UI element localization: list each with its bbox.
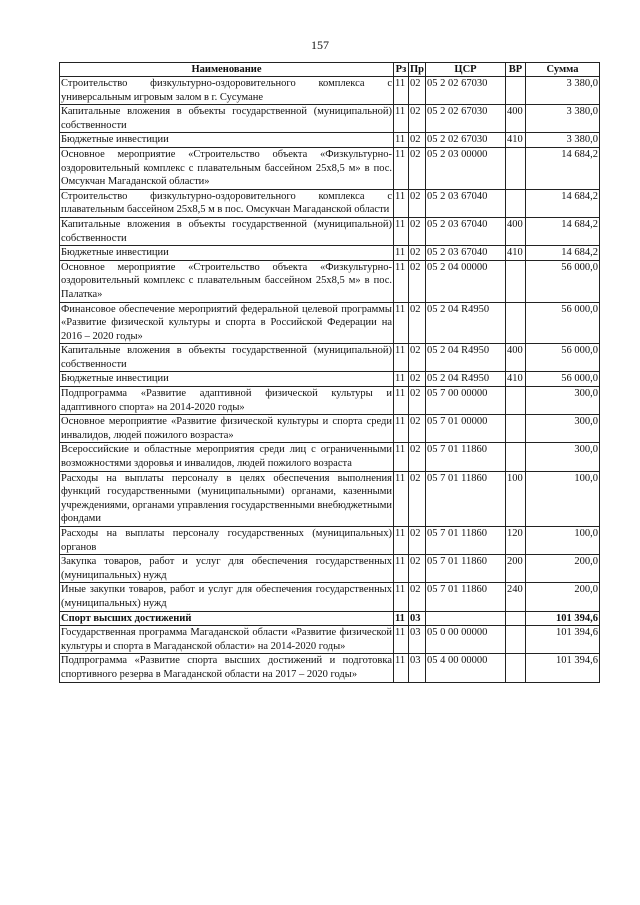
row-pr: 02 — [409, 471, 426, 526]
budget-table — [59, 62, 600, 683]
row-name: Капитальные вложения в объекты государственной (муниципальной) собственности — [60, 217, 394, 245]
row-sum: 101 394,6 — [526, 654, 600, 682]
row-sum: 3 380,0 — [526, 133, 600, 148]
row-sum: 3 380,0 — [526, 105, 600, 133]
row-rz: 11 — [394, 583, 409, 611]
table-header-row — [60, 63, 600, 77]
row-vr: 410 — [506, 246, 526, 261]
row-vr — [506, 189, 526, 217]
row-sum: 100,0 — [526, 527, 600, 555]
row-pr: 02 — [409, 189, 426, 217]
table-row — [60, 626, 600, 654]
header-pr: Пр — [410, 64, 425, 75]
row-pr: 03 — [409, 654, 426, 682]
table-row — [60, 415, 600, 443]
row-name: Всероссийские и областные мероприятия среди лиц с ограниченными возможностями здоровья и инвалидов, людей пожилого возраста — [60, 443, 394, 471]
row-sum: 56 000,0 — [526, 260, 600, 302]
row-rz: 11 — [394, 147, 409, 189]
row-csr: 05 2 04 00000 — [426, 260, 506, 302]
table-row — [60, 189, 600, 217]
row-pr: 02 — [409, 443, 426, 471]
row-name: Основное мероприятие «Развитие физической культуры и спорта среди инвалидов, людей пожилого возраста» — [60, 415, 394, 443]
row-name: Капитальные вложения в объекты государственной (муниципальной) собственности — [60, 105, 394, 133]
row-pr: 02 — [409, 105, 426, 133]
row-csr: 05 7 01 11860 — [426, 555, 506, 583]
row-rz: 11 — [394, 133, 409, 148]
row-rz: 11 — [394, 527, 409, 555]
row-vr — [506, 77, 526, 105]
table-row — [60, 443, 600, 471]
table-row — [60, 344, 600, 372]
row-rz: 11 — [394, 105, 409, 133]
header-name: Наименование — [60, 63, 394, 77]
table-row — [60, 583, 600, 611]
row-vr: 410 — [506, 372, 526, 387]
row-pr: 02 — [409, 387, 426, 415]
table-row — [60, 372, 600, 387]
row-sum: 300,0 — [526, 387, 600, 415]
row-name: Строительство физкультурно-оздоровительного комплекса с плавательным бассейном 25х8,5 м в пос. Омсукчан Магаданской области — [60, 189, 394, 217]
row-rz: 11 — [394, 372, 409, 387]
table-row — [60, 654, 600, 682]
row-csr: 05 2 03 67040 — [426, 189, 506, 217]
table-row — [60, 77, 600, 105]
row-csr: 05 2 03 67040 — [426, 217, 506, 245]
row-csr: 05 2 03 00000 — [426, 147, 506, 189]
row-vr — [506, 654, 526, 682]
row-name: Строительство физкультурно-оздоровительного комплекса с универсальным игровым залом в г. Сусумане — [60, 77, 394, 105]
row-name: Подпрограмма «Развитие спорта высших достижений и подготовка спортивного резерва в Магаданской области на 2017 – 2020 годы» — [60, 654, 394, 682]
row-sum: 200,0 — [526, 555, 600, 583]
row-vr: 200 — [506, 555, 526, 583]
header-csr: ЦСР — [426, 63, 506, 77]
table-row — [60, 217, 600, 245]
row-vr — [506, 260, 526, 302]
row-vr — [506, 147, 526, 189]
row-sum: 56 000,0 — [526, 344, 600, 372]
row-rz: 11 — [394, 217, 409, 245]
row-csr: 05 7 01 11860 — [426, 527, 506, 555]
row-sum: 101 394,6 — [526, 626, 600, 654]
row-pr: 02 — [409, 527, 426, 555]
row-csr: 05 4 00 00000 — [426, 654, 506, 682]
row-name: Бюджетные инвестиции — [60, 372, 394, 387]
row-pr: 02 — [409, 133, 426, 148]
row-csr: 05 7 00 00000 — [426, 387, 506, 415]
row-name: Расходы на выплаты персоналу государственных (муниципальных) органов — [60, 527, 394, 555]
row-sum: 300,0 — [526, 415, 600, 443]
table-row — [60, 471, 600, 526]
row-vr — [506, 611, 526, 626]
row-pr: 02 — [409, 372, 426, 387]
row-name: Закупка товаров, работ и услуг для обеспечения государственных (муниципальных) нужд — [60, 555, 394, 583]
row-csr: 05 2 04 R4950 — [426, 344, 506, 372]
row-pr: 02 — [409, 555, 426, 583]
row-rz: 11 — [394, 387, 409, 415]
header-sum: Сумма — [526, 63, 600, 77]
row-name: Бюджетные инвестиции — [60, 133, 394, 148]
row-sum: 100,0 — [526, 471, 600, 526]
row-vr: 400 — [506, 344, 526, 372]
row-rz: 11 — [394, 246, 409, 261]
row-name: Финансовое обеспечение мероприятий федеральной целевой программы «Развитие физической культуры и спорта в Российской Федерации на 2016 – 2020 годы» — [60, 302, 394, 344]
row-csr: 05 2 04 R4950 — [426, 372, 506, 387]
row-csr: 05 0 00 00000 — [426, 626, 506, 654]
row-vr: 410 — [506, 133, 526, 148]
row-vr: 240 — [506, 583, 526, 611]
row-rz: 11 — [394, 626, 409, 654]
row-rz: 11 — [394, 415, 409, 443]
header-rz: Рз — [394, 63, 409, 77]
row-sum: 56 000,0 — [526, 372, 600, 387]
row-rz: 11 — [394, 302, 409, 344]
row-vr: 120 — [506, 527, 526, 555]
page-number: 157 — [311, 38, 329, 52]
table-row — [60, 246, 600, 261]
row-rz: 11 — [394, 555, 409, 583]
table-row — [60, 105, 600, 133]
row-vr: 400 — [506, 217, 526, 245]
row-sum: 14 684,2 — [526, 246, 600, 261]
table-row — [60, 260, 600, 302]
row-sum: 101 394,6 — [526, 611, 600, 626]
row-rz: 11 — [394, 443, 409, 471]
row-rz: 11 — [394, 654, 409, 682]
row-rz: 11 — [394, 77, 409, 105]
row-csr: 05 2 04 R4950 — [426, 302, 506, 344]
table-row — [60, 555, 600, 583]
row-csr: 05 7 01 11860 — [426, 443, 506, 471]
row-rz: 11 — [394, 471, 409, 526]
table-row — [60, 527, 600, 555]
row-rz: 11 — [394, 611, 409, 626]
row-pr: 03 — [409, 611, 426, 626]
table-row — [60, 302, 600, 344]
row-name: Государственная программа Магаданской области «Развитие физической культуры и спорта в Магаданской области» на 2014-2020 годы» — [60, 626, 394, 654]
row-sum: 56 000,0 — [526, 302, 600, 344]
header-vr: ВР — [506, 63, 526, 77]
row-rz: 11 — [394, 260, 409, 302]
row-pr: 02 — [409, 344, 426, 372]
row-name: Иные закупки товаров, работ и услуг для обеспечения государственных (муниципальных) нужд — [60, 583, 394, 611]
row-vr: 400 — [506, 105, 526, 133]
table-row — [60, 133, 600, 148]
row-vr — [506, 387, 526, 415]
row-pr: 02 — [409, 77, 426, 105]
row-pr: 02 — [409, 246, 426, 261]
row-csr: 05 2 02 67030 — [426, 133, 506, 148]
row-sum: 300,0 — [526, 443, 600, 471]
row-name: Расходы на выплаты персоналу в целях обеспечения выполнения функций государственными (муниципальными) органами, казенными учреждениями, органами управления государственными внебюджетными фондами — [60, 471, 394, 526]
row-csr: 05 2 02 67030 — [426, 105, 506, 133]
row-csr: 05 2 02 67030 — [426, 77, 506, 105]
row-vr — [506, 415, 526, 443]
row-name: Подпрограмма «Развитие адаптивной физической культуры и адаптивного спорта» на 2014-2020 годы» — [60, 387, 394, 415]
row-name: Основное мероприятие «Строительство объекта «Физкультурно-оздоровительный комплекс с плавательным бассейном 25х8,5 м» в пос. Омсукчан Магаданской области» — [60, 147, 394, 189]
row-csr: 05 7 01 11860 — [426, 583, 506, 611]
row-sum: 14 684,2 — [526, 147, 600, 189]
row-csr: 05 7 01 00000 — [426, 415, 506, 443]
row-csr: 05 7 01 11860 — [426, 471, 506, 526]
row-vr — [506, 443, 526, 471]
row-name: Спорт высших достижений — [60, 611, 394, 626]
row-vr — [506, 302, 526, 344]
row-pr: 02 — [409, 302, 426, 344]
table-row — [60, 611, 600, 626]
row-rz: 11 — [394, 344, 409, 372]
row-rz: 11 — [394, 189, 409, 217]
row-pr: 02 — [409, 147, 426, 189]
row-name: Основное мероприятие «Строительство объекта «Физкультурно-оздоровительный комплекс с плавательным бассейном 25х8,5 м» в пос. Палатка» — [60, 260, 394, 302]
row-sum: 3 380,0 — [526, 77, 600, 105]
row-pr: 02 — [409, 583, 426, 611]
row-pr: 02 — [409, 415, 426, 443]
row-name: Капитальные вложения в объекты государственной (муниципальной) собственности — [60, 344, 394, 372]
table-row — [60, 147, 600, 189]
row-sum: 14 684,2 — [526, 217, 600, 245]
row-pr: 02 — [409, 260, 426, 302]
row-name: Бюджетные инвестиции — [60, 246, 394, 261]
row-csr: 05 2 03 67040 — [426, 246, 506, 261]
table-row — [60, 387, 600, 415]
row-vr: 100 — [506, 471, 526, 526]
row-pr: 03 — [409, 626, 426, 654]
row-sum: 200,0 — [526, 583, 600, 611]
row-sum: 14 684,2 — [526, 189, 600, 217]
row-pr: 02 — [409, 217, 426, 245]
row-csr — [426, 611, 506, 626]
row-vr — [506, 626, 526, 654]
